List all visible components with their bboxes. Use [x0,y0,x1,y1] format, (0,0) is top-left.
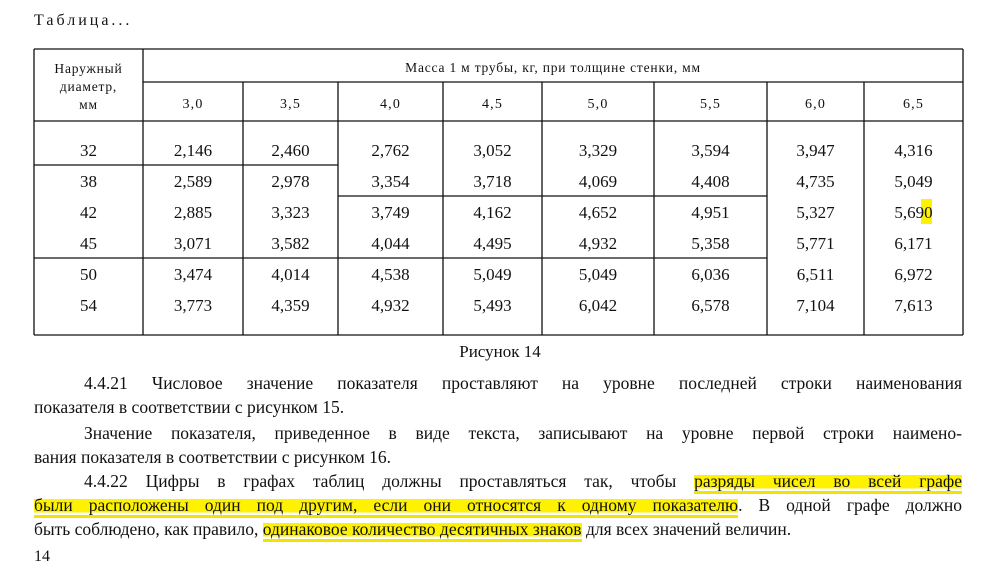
mass-cell: 3,749 [371,203,410,222]
diameter-cell: 50 [80,265,97,284]
mass-cell: 2,978 [271,172,310,191]
highlight-one-under-another: были расположены один под другим, если они относятся к одному показателю [34,495,738,518]
paragraph-4-4-22-line-2 [34,493,962,518]
column-header: 6,5 [902,97,925,112]
p2-line1-text: Значение показателя, приведенное в виде текста, записывают на уровне первой строки наимено- [84,423,962,443]
mass-cell: 4,162 [473,203,512,222]
mass-cell: 6,036 [691,265,730,284]
paragraph-value-text-line-1 [34,421,962,446]
mass-cell: 6,171 [894,234,933,253]
column-header: 5,0 [587,97,609,112]
mass-cell: 6,511 [796,265,835,284]
mass-cell: 3,474 [173,265,213,284]
column-header: 5,5 [699,97,722,112]
mass-cell: 4,538 [371,265,410,284]
mass-cell: 4,044 [371,234,410,253]
paragraph-4-4-22-line-3 [34,517,962,542]
diameter-cell: 45 [80,234,97,253]
mass-cell: 5,049 [894,172,933,191]
p2-line2-text: вания показателя в соответствии с рисунком 16. [34,447,392,467]
mass-cell: 6,042 [578,296,618,315]
p3-line1-text: 4.4.22 Цифры в графах таблиц должны проставляться так, чтобы [84,471,695,491]
highlight-decimal-places: одинаковое количество десятичных знаков [263,519,582,542]
mass-cell: 2,146 [173,141,213,160]
mass-cell: 3,773 [173,296,213,315]
p1-line2-text: показателя в соответствии с рисунком 15. [34,397,345,417]
mass-cell: 7,104 [796,296,835,315]
mass-cell: 5,690 [894,203,933,222]
mass-cell: 5,049 [473,265,512,284]
mass-cell: 2,762 [371,141,410,160]
stub-header-text: мм [79,97,98,112]
paragraph-4-4-22-line-1 [34,469,962,494]
mass-cell: 5,493 [473,296,512,315]
mass-cell: 3,354 [371,172,410,191]
mass-cell: 4,652 [578,203,618,222]
mass-cell: 3,718 [473,172,512,191]
mass-cell: 3,052 [473,141,512,160]
mass-cell: 7,613 [894,296,933,315]
mass-cell: 2,589 [173,172,213,191]
mass-cell: 5,049 [578,265,618,284]
mass-cell: 4,359 [271,296,310,315]
mass-cell: 5,358 [691,234,730,253]
mass-cell: 4,495 [473,234,512,253]
mass-cell: 4,951 [691,203,730,222]
paragraph-4-4-21-line-1 [34,371,962,396]
p3-line2-text: . В одной графе должно [738,495,962,515]
paragraph-4-4-21-line-2 [34,395,962,420]
mass-cell: 6,972 [894,265,933,284]
column-header: 4,5 [481,97,504,112]
column-header: 6,0 [804,97,827,112]
mass-cell: 5,771 [796,234,835,253]
mass-cell: 4,069 [578,172,618,191]
diameter-cell: 42 [80,203,97,222]
mass-cell: 4,932 [578,234,618,253]
mass-cell: 3,329 [578,141,618,160]
group-header-text: Масса 1 м трубы, кг, при толщине стенки, мм [405,60,701,75]
mass-cell: 4,014 [271,265,310,284]
mass-cell: 2,460 [271,141,310,160]
stub-header-text: Наружный [54,61,123,76]
column-header: 4,0 [379,97,402,112]
diameter-cell: 54 [80,296,97,315]
diameter-cell: 32 [80,141,97,160]
page-number: 14 [34,548,50,565]
column-header: 3,0 [182,97,204,112]
table-caption: Таблица... [34,12,133,29]
diameter-cell: 38 [80,172,97,191]
column-header: 3,5 [279,97,302,112]
mass-cell: 3,582 [271,234,310,253]
highlight-digits-aligned: разряды чисел во всей графе [694,471,962,494]
mass-cell: 4,316 [894,141,933,160]
mass-cell: 3,594 [691,141,730,160]
mass-cell: 4,408 [691,172,730,191]
paragraph-value-text-line-2 [34,445,962,470]
p1-line1-text: 4.4.21 Числовое значение показателя проставляют на уровне последней строки наименования [84,373,962,393]
figure-caption: Рисунок 14 [459,342,541,361]
mass-cell: 5,327 [796,203,835,222]
mass-cell: 3,947 [796,141,835,160]
mass-cell: 3,071 [173,234,213,253]
p3-line3-text-b: для всех значений величин. [581,519,792,539]
mass-cell: 2,885 [173,203,213,222]
mass-cell: 3,323 [271,203,310,222]
p3-line3-text-a: быть соблюдено, как правило, [34,519,263,539]
mass-cell: 4,735 [796,172,835,191]
stub-header-text: диаметр, [59,79,118,94]
mass-cell: 6,578 [691,296,730,315]
mass-cell: 4,932 [371,296,410,315]
